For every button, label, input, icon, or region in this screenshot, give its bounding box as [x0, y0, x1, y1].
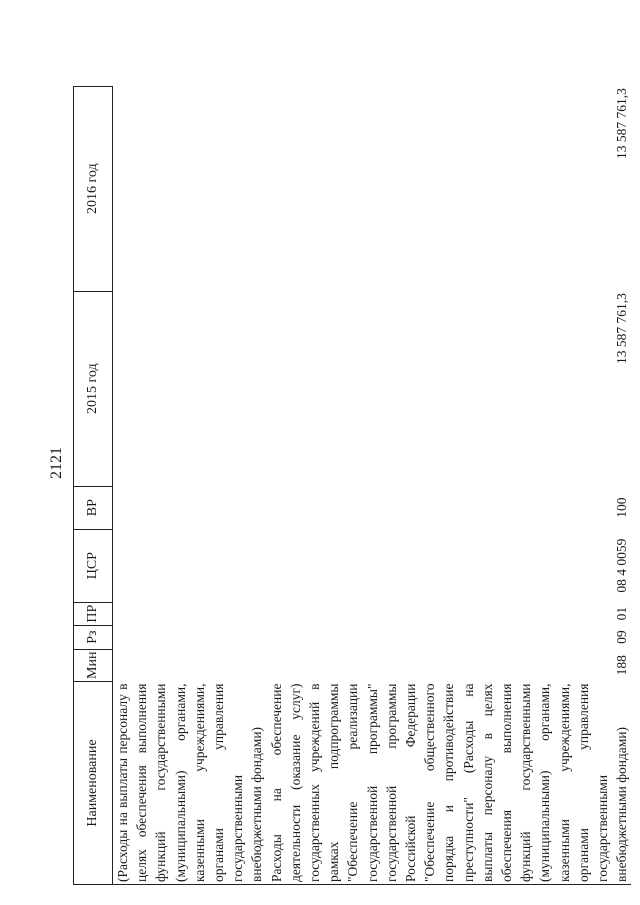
budget-table — [73, 86, 631, 885]
row-csr — [113, 529, 267, 602]
header-2015: 2015 год — [74, 291, 113, 486]
rotated-content — [45, 35, 630, 885]
table-header-row — [74, 86, 113, 884]
row-pr — [113, 602, 267, 625]
row-name: Расходы на обеспечение деятельности (оказание услуг) государственных учреждений в рамках подпрограммы "Обеспечение реализации государственной программы" государственной программы Российской Федерации "Обеспечение общественного порядка и противодействие преступности" (Расходы на выплаты персоналу в целях обеспечения выполнения функций государственными (муниципальными) органами, казенными учреждениями, органами управления государственными внебюджетными фондами) — [267, 682, 632, 885]
table-row — [267, 86, 632, 884]
header-csr: ЦСР — [74, 529, 113, 602]
header-rz: Рз — [74, 625, 113, 649]
row-vr: 100 — [614, 497, 630, 518]
page-number: 2121 — [48, 447, 65, 479]
row-2015: 13 587 761,3 — [614, 293, 630, 365]
header-pr: ПР — [74, 602, 113, 625]
row-min — [113, 649, 267, 681]
header-name: Наименование — [74, 682, 113, 885]
header-vr: ВР — [74, 486, 113, 529]
row-vr — [113, 486, 267, 529]
header-2016: 2016 год — [74, 86, 113, 291]
row-2016 — [113, 86, 267, 291]
row-min: 188 — [614, 655, 630, 676]
row-2016: 13 587 761,3 — [614, 88, 630, 160]
row-name: (Расходы на выплаты персоналу в целях обеспечения выполнения функций государственными (муниципальными) органами, казенными учреждениями, органами управления государственными внебюджетными фондами) — [113, 682, 267, 885]
row-rz: 09 — [614, 630, 630, 644]
table-row — [113, 86, 267, 884]
row-rz — [113, 625, 267, 649]
row-csr: 08 4 0059 — [614, 538, 630, 593]
row-2015 — [113, 291, 267, 486]
header-min: Мин — [74, 649, 113, 681]
row-pr: 01 — [614, 606, 630, 621]
